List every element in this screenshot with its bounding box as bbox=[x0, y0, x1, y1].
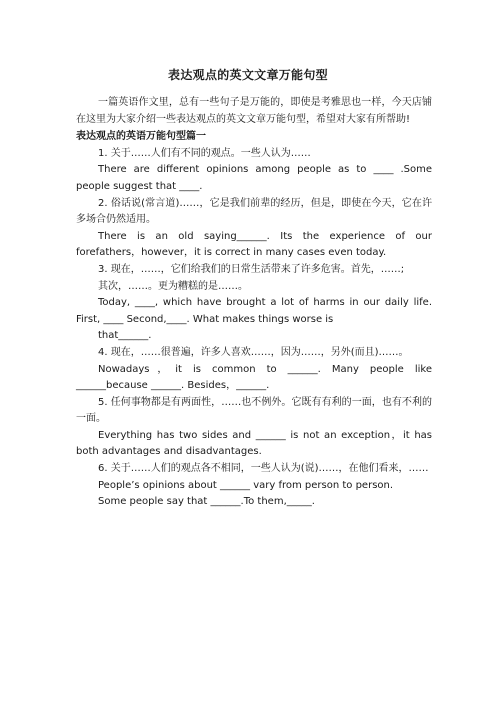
paragraph: 其次，……。更为糟糕的是……。 bbox=[98, 280, 248, 292]
paragraph: that______. bbox=[98, 330, 152, 342]
paragraph: Some people say that ______.To them,_____. bbox=[98, 496, 315, 508]
paragraph: 4. 现在，……很普遍，许多人喜欢……，因为……，另外(而且)……。 bbox=[98, 346, 409, 358]
document-title: 表达观点的英文文章万能句型 bbox=[168, 68, 328, 82]
paragraph: 1. 关于……人们有不同的观点。一些人认为…… bbox=[98, 147, 311, 159]
section-heading: 表达观点的英语万能句型篇一 bbox=[76, 131, 206, 143]
paragraph: There is an old saying______. Its the experience of our forefathers，however，it is correct in many cases even today. bbox=[76, 230, 432, 259]
paragraph: There are different opinions among people as to ____ .Some people suggest that ____. bbox=[76, 164, 432, 192]
paragraph: 2. 俗话说(常言道)……，它是我们前辈的经历，但是，即使在今天，它在许多场合仍然适用。 bbox=[76, 197, 432, 226]
paragraph: 5. 任何事物都是有两面性，……也不例外。它既有有利的一面，也有不利的一面。 bbox=[76, 396, 432, 425]
document-body bbox=[76, 95, 432, 511]
paragraph: 6. 关于……人们的观点各不相同，一些人认为(说)……，在他们看来，…… bbox=[98, 463, 429, 475]
paragraph: Everything has two sides and ______ is not an exception，it has both advantages and disadvantages. bbox=[76, 429, 432, 458]
paragraph: Nowadays，it is common to ______. Many people like ______because ______. Besides，______. bbox=[76, 363, 432, 392]
intro-paragraph: 一篇英语作文里，总有一些句子是万能的，即使是考雅思也一样，今天店铺在这里为大家介绍一些表达观点的英文文章万能句型，希望对大家有所帮助! bbox=[76, 97, 432, 125]
paragraph: Today, ____, which have brought a lot of harms in our daily life. First, ____ Second,____. What makes things worse is bbox=[76, 297, 432, 325]
paragraph: People’s opinions about ______ vary from person to person. bbox=[98, 479, 394, 491]
paragraph: 3. 现在，……，它们给我们的日常生活带来了许多危害。首先，……; bbox=[98, 263, 405, 275]
